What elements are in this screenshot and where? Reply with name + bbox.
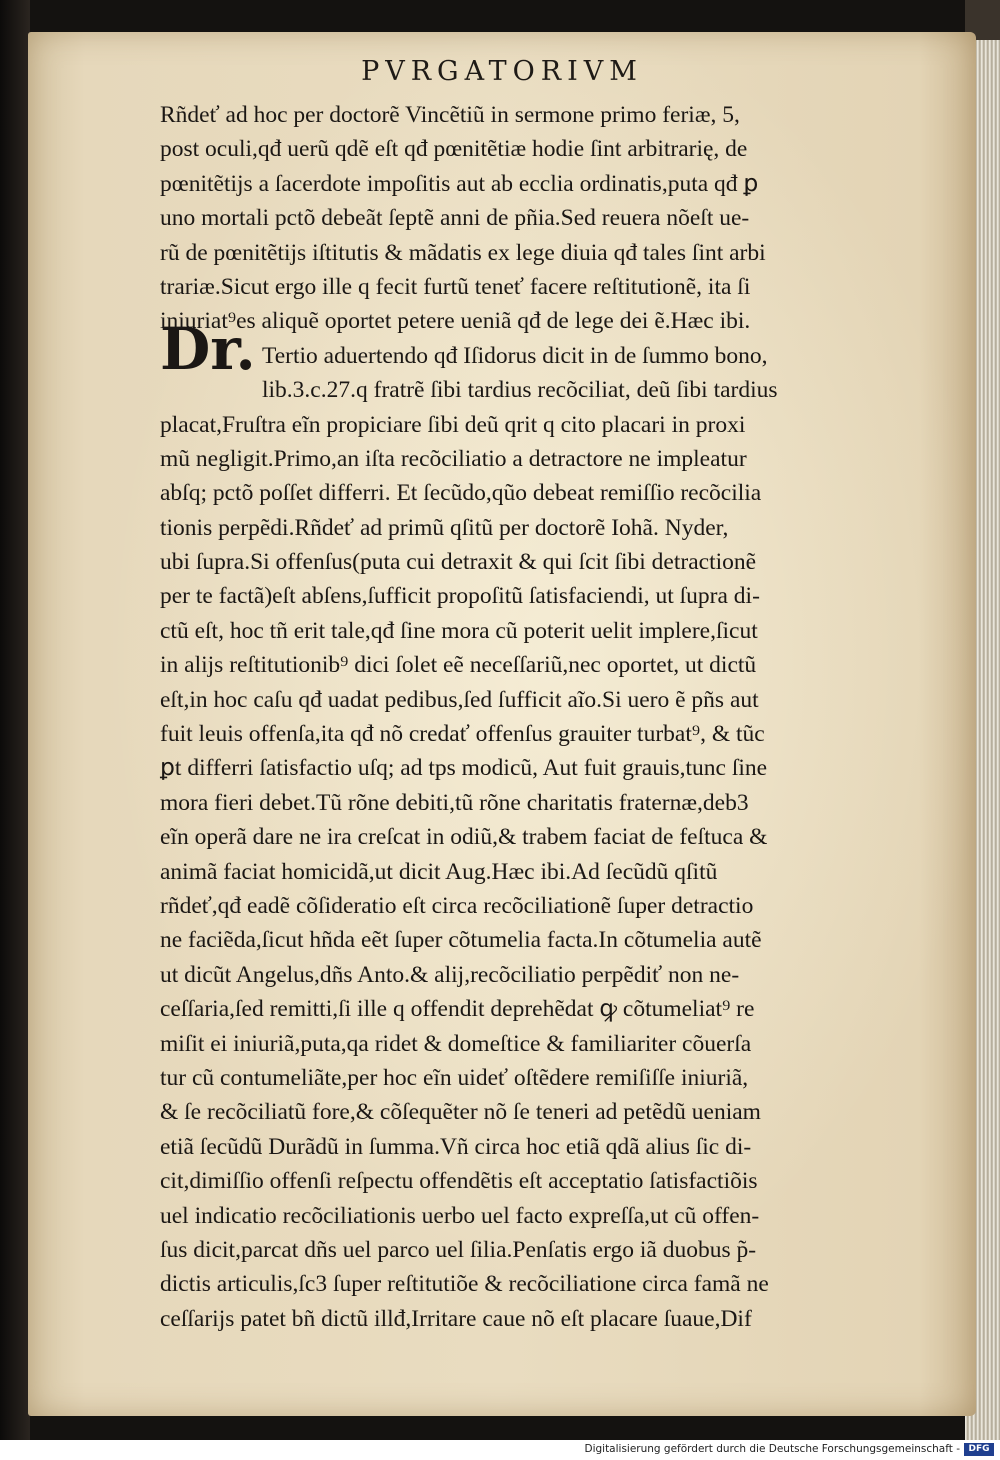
text-line: lib.3.c.27.q fratrẽ ſibi tardius recõciliat, deũ ſibi tardius: [262, 377, 778, 404]
text-line: ceſſaria,ſed remitti,ſi ille q offendit deprehẽdat ꝙ cõtumeliat⁹ re: [160, 996, 755, 1023]
text-line: etiã ſecũdũ Durãdũ in ſumma.Vñ circa hoc etiã qdã alius ſic di-: [160, 1133, 752, 1160]
text-line: per te factã)eſt abſens,ſufficit propoſitũ ſatisfaciendi, ut ſupra di-: [160, 583, 760, 610]
text-line: tionis perpẽdi.Rñdeť ad primũ qſitũ per doctorẽ Iohã. Nyder,: [160, 514, 729, 541]
digitization-credit: Digitalisierung gefördert durch die Deutsche Forschungsgemeinschaft -: [584, 1443, 960, 1455]
text-line: dictis articulis,ſc3 ſuper reſtitutiõe & recõciliatione circa famã ne: [160, 1271, 769, 1298]
dfg-logo: DFG: [964, 1443, 994, 1456]
text-line: abſq; pctõ poſſet differri. Et ſecũdo,qũo debeat remiſſio recõcilia: [160, 480, 762, 507]
book-gutter-shadow: [0, 0, 30, 1440]
text-line: ut dicũt Angelus,dñs Anto.& alij,recõciliatio perpẽdiť non ne-: [160, 961, 740, 988]
text-line: rũ de pœnitẽtijs iſtitutis & mãdatis ex lege diuia qđ tales ſint arbi: [160, 239, 766, 266]
text-line: ne faciẽda,ſicut hñda eẽt ſuper cõtumelia facta.In cõtumelia autẽ: [160, 927, 762, 954]
text-line: Rñdeť ad hoc per doctorẽ Vincẽtiũ in sermone primo feriæ, 5,: [160, 102, 740, 128]
text-line: miſit ei iniuriã,puta,qa ridet & domeſtice & familiariter cõuerſa: [160, 1030, 752, 1057]
text-line: cit,dimiſſio offenſi reſpectu offendẽtis eſt acceptatio ſatisfactiõis: [160, 1168, 758, 1195]
text-line: uno mortali pctõ debeãt ſeptẽ anni de pñia.Sed reuera nõeſt ue-: [160, 205, 750, 232]
text-line: ctũ eſt, hoc tñ erit tale,qđ ſine mora cũ poterit uelit implere,ſicut: [160, 617, 758, 644]
text-line: in alijs reſtitutionib⁹ dici ſolet eẽ neceſſariũ,nec oportet, ut dictũ: [160, 652, 757, 679]
text-line: ꝑt differri ſatisfactio uſq; ad tps modicũ, Aut fuit grauis,tunc ſine: [160, 755, 768, 782]
text-line: pœnitẽtijs a ſacerdote impoſitis aut ab ecclia ordinatis,puta qđ ꝑ: [160, 170, 759, 197]
decorated-initial: [160, 317, 252, 379]
text-line: ſus dicit,parcat dñs uel parco uel ſilia.Penſatis ergo iã duobus p̃-: [160, 1236, 757, 1263]
text-line: ubi ſupra.Si offenſus(puta cui detraxit & qui ſcit ſibi detractionẽ: [160, 549, 757, 576]
text-line: mũ negligit.Primo,an iſta recõciliatio a detractore ne impleatur: [160, 445, 747, 472]
text-line: uel indicatio recõciliationis uerbo uel facto expreſſa,ut cũ offen-: [160, 1202, 760, 1229]
text-line: tur cũ contumeliãte,per hoc eĩn uideť oſtẽdere remiſiſſe iniuriã,: [160, 1064, 749, 1091]
body-text: [160, 98, 910, 1336]
text-line: & ſe recõciliatũ fore,& cõſequẽter nõ ſe teneri ad petẽdũ ueniam: [160, 1099, 761, 1126]
running-head: PVRGATORIVM: [361, 56, 643, 87]
text-line: mora fieri debet.Tũ rõne debiti,tũ rõne charitatis fraternæ,deb3: [160, 789, 749, 816]
footer-band: [0, 1440, 1000, 1460]
text-line: animã faciat homicidã,ut dicit Aug.Hæc ibi.Ad ſecũdũ qſitũ: [160, 858, 718, 885]
text-line: eſt,in hoc caſu qđ uadat pedibus,ſed ſufficit aĩo.Si uero ẽ pñs aut: [160, 686, 759, 713]
text-line: eĩn operã dare ne ira creſcat in odiũ,& trabem faciat de feſtuca &: [160, 824, 768, 851]
svg-text:Dr.: Dr.: [160, 317, 252, 379]
text-line: iniuriat⁹es aliquẽ oportet petere ueniã qđ de lege dei ẽ.Hæc ibi.: [160, 308, 751, 335]
initial-dr-glyph: [160, 317, 252, 379]
book-page: [28, 32, 976, 1416]
text-line: placat,Fruſtra eĩn propiciare ſibi deũ qrit q cito placari in proxi: [160, 411, 746, 438]
text-line: rñdeť,qđ eadẽ cõſideratio eſt circa recõciliationẽ ſuper detractio: [160, 892, 754, 919]
text-line: ceſſarijs patet bñ dictũ illđ,Irritare caue nõ eſt placare ſuaue,Dif: [160, 1305, 752, 1332]
text-line: trariæ.Sicut ergo ille q fecit furtũ teneť facere reſtitutionẽ, ita ſi: [160, 273, 751, 300]
text-line: Tertio aduertendo qđ Iſidorus dicit in de ſummo bono,: [262, 342, 768, 369]
text-line: fuit leuis offenſa,ita qđ nõ credať offenſus grauiter turbat⁹, & tũc: [160, 721, 765, 748]
text-line: post oculi,qđ uerũ qdẽ eſt qđ pœnitẽtiæ hodie ſint arbitrarię, de: [160, 136, 748, 163]
